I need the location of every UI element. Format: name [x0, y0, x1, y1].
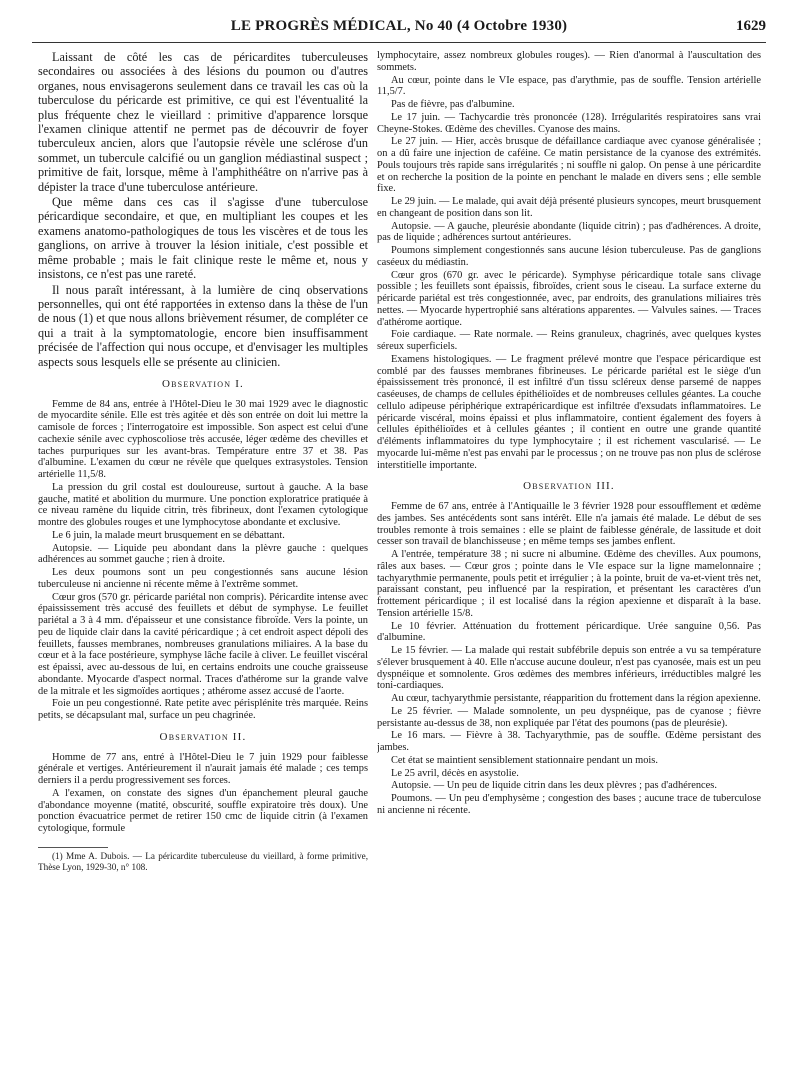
observation-paragraph: Au cœur, tachyarythmie persistante, réapparition du frottement dans la région apexienne.: [391, 693, 761, 704]
observation-paragraph: Autopsie. — A gauche, pleurésie abondante (liquide citrin) ; pas d'adhérences. A droite, pas de liquide ; adhérences surtout antérieures.: [377, 220, 761, 244]
observation-paragraph: Cet état se maintient sensiblement stationnaire pendant un mois.: [391, 754, 658, 766]
observation-paragraph: Le 15 février. — La malade qui restait subfébrile depuis son entrée a vu sa température s'élever brusquement à 40. Elle n'accuse aucune douleur, n'est pas cyanosée, mais est un peu dyspnéique et somnolente. Gros œdèmes des membres inférieurs, irréductibles malgré les toni-cardiaques.: [377, 645, 761, 692]
observation-paragraph: Examens histologiques. — Le fragment prélevé montre que l'espace péricardique est comblé par des fausses membranes fibrineuses. Le péricarde pariétal est le siège d'un épaississement très prononcé, il est infiltré d'un tissu scléreux dense parsemé de nappes caséeuses, de champs de cellules épithélioïdes et de nombreuses cellules géantes. La couche cellulo adipeuse périphérique extrapéricardique est infiltrée d'exsudats inflammatoires. Le péricarde viscéral, moins épaissi et plus inflammatoire, contient également des foyers à cellules épithélioïdes et à cellules géantes ; il contient en outre une grande quantité d'éléments inflammatoires du type lymphocytaire ; il est richement vascularisé. — Le myocarde lui-même n'est pas envahi par le processus ; on ne trouve pas non plus de sclérose interstitielle importante.: [377, 353, 761, 471]
observation-paragraph: Les deux poumons sont un peu congestionnés sans aucune lésion tuberculeuse ni ancienne ni récente même à l'extrême sommet.: [38, 567, 368, 590]
observation-paragraph: A l'examen, on constate des signes d'un épanchement pleural gauche d'abondance moyenne (matité, obscurité, souffle expiratoire très doux). Une ponction évacuatrice permet de retirer 150 cmc de liquide citrin (à l'examen cytologique, formule: [38, 787, 368, 835]
observation-paragraph: Cœur gros (670 gr. avec le péricarde). Symphyse péricardique totale sans clivage possible ; les feuillets sont épaissis, fibroïdes, crient sous le ciseau. La surface externe du péricarde pariétal est très congestionnée, avec, par endroits, des granulations miliaires très nettes. — Myocarde hypertrophié sans altérations apparentes. — Valvules saines. — Traces d'athérome aortique.: [377, 269, 761, 328]
observation-paragraph: Le 6 juin, la malade meurt brusquement en se débattant.: [52, 529, 285, 541]
intro-paragraph: Il nous paraît intéressant, à la lumière de cinq observations personnelles, qui ont été rapportées in extenso dans la thèse de l'un de nous (1) et que nous allons brièvement résumer, de compléter ce qui a trait à la symptomatologie, encore bien insuffisamment précisée de l'affection qui nous occupe, et d'envisager les multiples aspects sous lesquels elle se présente au clinicien.: [38, 282, 368, 369]
observation-heading: Observation II.: [159, 730, 247, 743]
right-column: [377, 50, 761, 1060]
page-header: [32, 16, 766, 43]
observation-paragraph: Pas de fièvre, pas d'albumine.: [391, 99, 515, 110]
observation-paragraph: Foie un peu congestionné. Rate petite avec périsplénite très marquée. Reins petits, se décapsulant mal, surface un peu chagrinée.: [38, 698, 368, 722]
observation-paragraph: Le 25 février. — Malade somnolente, un peu dyspnéique, pas de cyanose ; fièvre persistante au-dessus de 38, non expliquée par l'état des poumons (pas de pleurésie).: [377, 705, 761, 729]
observation-paragraph: Femme de 84 ans, entrée à l'Hôtel-Dieu le 30 mai 1929 avec le diagnostic de myocardite sénile. Elle est très agitée et dès son entrée on doit lui mettre la camisole de forces ; l'interrogatoire est impossible. Son aspect est celui d'une cachexie sénile avec cyphoscoliose très accusée, léger œdème des chevilles et taches purpuriques sur les avant-bras. Température entre 37 et 38. Pas d'albumine. L'examen du cœur ne révèle que quelques extrasystoles. Tension artérielle 11,5/8.: [38, 398, 368, 481]
observation-paragraph: lymphocytaire, assez nombreux globules rouges). — Rien d'anormal à l'auscultation des sommets.: [377, 50, 761, 73]
running-title: LE PROGRÈS MÉDICAL, No 40 (4 Octobre 1930): [230, 18, 568, 34]
observation-paragraph: Poumons. — Un peu d'emphysème ; congestion des bases ; aucune trace de tuberculose ni ancienne ni récente.: [377, 793, 761, 816]
observation-heading: Observation I.: [161, 377, 245, 390]
observation-paragraph: Femme de 67 ans, entrée à l'Antiquaille le 3 février 1928 pour essoufflement et œdème des jambes. Ses antécédents sont sans intérêt. Elle n'a jamais été malade. Le début de ses troubles remonte à trois semaines : elle se plaint de faiblesse générale, de lassitude et doit cesser son travail de blanchisseuse ; en même temps ses jambes enflent.: [377, 501, 761, 548]
observation-paragraph: Le 17 juin. — Tachycardie très prononcée (128). Irrégularités respiratoires sans vrai Cheyne-Stokes. Œdème des chevilles. Cyanose des mains.: [377, 111, 761, 135]
observation-paragraph: Autopsie. — Liquide peu abondant dans la plèvre gauche : quelques adhérences au sommet gauche ; rien à droite.: [38, 542, 368, 566]
observation-paragraph: Foie cardiaque. — Rate normale. — Reins granuleux, chagrinés, avec quelques kystes séreux superficiels.: [377, 329, 761, 352]
page-number: 1629: [736, 18, 766, 34]
observation-paragraph: Le 29 juin. — Le malade, qui avait déjà présenté plusieurs syncopes, meurt brusquement en changeant de position dans son lit.: [377, 196, 761, 219]
intro-paragraph: Que même dans ces cas il s'agisse d'une tuberculose péricardique secondaire, et que, en multipliant les coupes et les examens anatomo-pathologiques de tous les viscères et de tous les ganglions, on arrive à trouver la lésion initiale, c'est possible et même probable ; mais le fait clinique reste le même et, nous y insistons, ce n'est pas une rareté.: [38, 195, 368, 282]
observation-paragraph: Cœur gros (570 gr. péricarde pariétal non compris). Péricardite intense avec épaississement très accusé des feuillets et début de symphyse. Le feuillet pariétal a 3 à 4 mm. d'épaisseur et une consistance fibroïde. Vers la pointe, un peu de liquide clair dans la cavité péricardique ; à cet endroit aspect dépoli des feuillets, fausses membranes, nombreuses granulations miliaires. A la base du cœur et à la face postérieure, symphyse lâche facile à cliver. Le feuillet viscéral est épaissi, avec au-dessous de lui, en certains endroits une couche graisseuse abondante. Myocarde d'aspect normal. Traces d'athérome sur la grande valve de la mitrale et les sigmoïdes aortiques ; athérome assez accusé de l'aorte.: [38, 591, 368, 697]
observation-paragraph: Poumons simplement congestionnés sans aucune lésion tuberculeuse. Pas de ganglions caséeux du médiastin.: [377, 245, 761, 268]
observation-paragraph: Homme de 77 ans, entré à l'Hôtel-Dieu le 7 juin 1929 pour faiblesse générale et vertiges. Antérieurement il n'aurait jamais été malade ; ces temps derniers il a perdu progressivement ses forces.: [38, 751, 368, 787]
observation-paragraph: Le 16 mars. — Fièvre à 38. Tachyarythmie, pas de souffle. Œdème persistant des jambes.: [377, 730, 761, 753]
left-column: [38, 50, 368, 1060]
observation-paragraph: Le 27 juin. — Hier, accès brusque de défaillance cardiaque avec cyanose généralisée ; on a dû faire une injection de caféine. Ce matin persistance de la cyanose des extrémités. Pouls toujours très rapide sans irrégularités ; ni souffle ni galop. On pense à une péricardite et on recherche la position de la pointe en penchant le malade en divers sens ; elle semble fixe.: [377, 136, 761, 195]
observation-paragraph: La pression du gril costal est douloureuse, surtout à gauche. A la base gauche, matité et abolition du murmure. Une ponction exploratrice pratiquée à ce niveau ramène du liquide citrin, très fibrineux, dont l'examen cytologique montre des globules rouges et une lymphocytose abondante et exclusive.: [38, 481, 368, 529]
observation-paragraph: Le 10 février. Atténuation du frottement péricardique. Urée sanguine 0,56. Pas d'albumine.: [377, 620, 761, 644]
observation-paragraph: Au cœur, pointe dans le VIe espace, pas d'arythmie, pas de souffle. Tension artérielle 11,5/7.: [377, 74, 761, 98]
observation-paragraph: Le 25 avril, décès en asystolie.: [391, 767, 519, 779]
observation-paragraph: A l'entrée, température 38 ; ni sucre ni albumine. Œdème des chevilles. Aux poumons, râles aux bases. — Cœur gros ; pointe dans le VIe espace sur la ligne mamelonnaire ; tachyarythmie permanente, pouls petit et irrégulier ; à la pointe, bruit de va-et-vient très net, paraissant constant, peu influencé par la respiration, et présentant les caractères d'un frottement péricardique ; il est localisé dans la région apexienne et disparaît à la base. Tension artérielle 15/8.: [377, 549, 761, 619]
footnote-divider: [38, 847, 108, 848]
intro-paragraph: Laissant de côté les cas de péricardites tuberculeuses secondaires ou associées à des lésions du poumon ou d'autres organes, nous envisagerons seulement dans ce travail les cas où la tuberculose du péricarde est primitive, ce qui est l'éventualité la plus fréquente chez le vieillard : primitive d'apparence lorsque l'examen clinique attentif ne permet pas de découvrir de foyer tuberculeux ancien, alors que l'autopsie révèle une sclérose d'un sommet, un tubercule calcifié ou un ganglion médiastinal suspect ; primitive de fait, lorsque, même à l'amphithéâtre on n'arrive pas à dépister la trace d'une tuberculose antérieure.: [38, 50, 368, 194]
footnote: (1) Mme A. Dubois. — La péricardite tuberculeuse du vieillard, à forme primitive, Thèse Lyon, 1929-30, n° 108.: [38, 850, 368, 872]
observation-paragraph: Autopsie. — Un peu de liquide citrin dans les deux plèvres ; pas d'adhérences.: [391, 780, 717, 792]
observation-heading: Observation III.: [523, 480, 615, 493]
